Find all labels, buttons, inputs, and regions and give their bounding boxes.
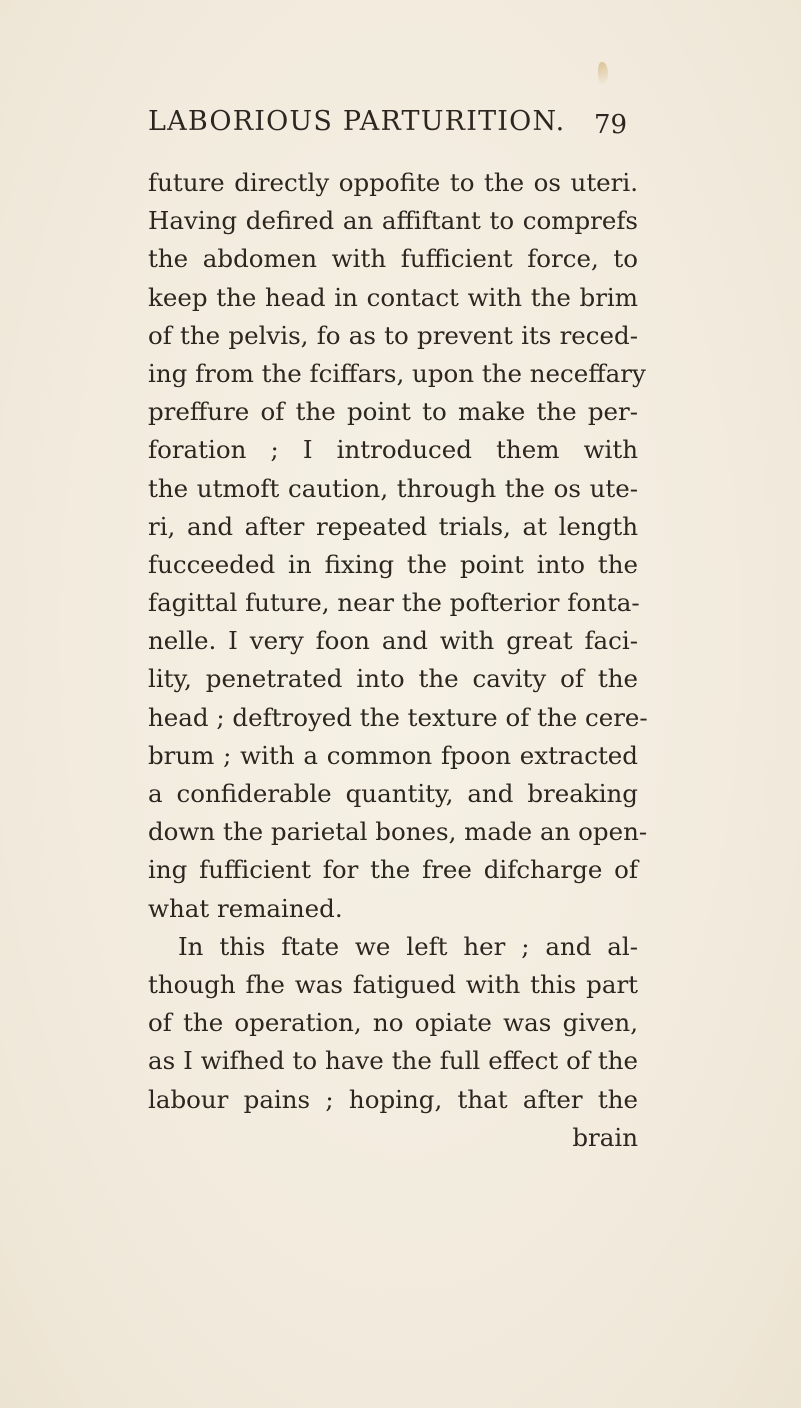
ink-stain <box>598 62 608 84</box>
text-line: of the operation, no opiate was given, <box>148 1008 638 1038</box>
text-line: Having defired an affiftant to comprefs <box>148 206 638 236</box>
text-line: as I wifhed to have the full effect of the <box>148 1046 638 1076</box>
running-title: LABORIOUS PARTURITION. <box>148 106 566 137</box>
text-line: ing fufficient for the free difcharge of <box>148 855 638 885</box>
text-line: fagittal future, near the pofterior fonta- <box>148 588 640 618</box>
text-line: ing from the fciffars, upon the neceffary <box>148 358 646 388</box>
text-line: brum ; with a common fpoon extracted <box>148 740 638 770</box>
text-line: labour pains ; hoping, that after the <box>148 1084 638 1114</box>
text-line: the abdomen with fufficient force, to <box>148 244 638 274</box>
text-line: head ; deftroyed the texture of the cere- <box>148 702 648 732</box>
text-line: keep the head in contact with the brim <box>148 282 638 312</box>
text-line: nelle. I very foon and with great faci- <box>148 626 638 656</box>
text-line: the utmoft caution, through the os ute- <box>148 473 638 503</box>
page-header <box>148 106 638 146</box>
text-line: foration ; I introduced them with <box>148 435 638 465</box>
page-number: 79 <box>594 110 628 140</box>
text-line: down the parietal bones, made an open- <box>148 817 648 847</box>
text-line: though fhe was fatigued with this part <box>148 969 638 999</box>
text-line: ri, and after repeated trials, at length <box>148 511 638 541</box>
text-line: preffure of the point to make the per- <box>148 397 638 427</box>
catchword: brain <box>572 1122 638 1152</box>
text-line: what remained. <box>148 893 343 923</box>
text-line: lity, penetrated into the cavity of the <box>148 664 638 694</box>
paragraph-first-line: In this ftate we left her ; and al- <box>178 931 638 961</box>
text-line: future directly oppofite to the os uteri. <box>148 168 638 197</box>
body-text <box>148 164 648 1157</box>
text-line: of the pelvis, fo as to prevent its reced- <box>148 320 638 350</box>
text-line: fucceeded in fixing the point into the <box>148 549 638 579</box>
text-line: a confiderable quantity, and breaking <box>148 779 638 808</box>
